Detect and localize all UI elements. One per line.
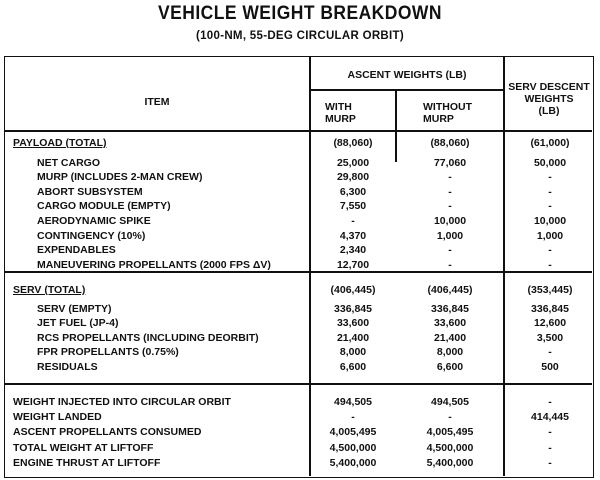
table-row [5,258,595,272]
with-murp-value: 8,000 [339,346,367,359]
table-row [5,214,595,228]
without-murp-value: 33,600 [433,317,467,330]
row-label: ASCENT PROPELLANTS CONSUMED [13,426,202,439]
weight-table [4,56,594,478]
header-bottom-rule [5,130,592,132]
table-row [5,170,595,184]
table-row [5,185,595,199]
without-murp-value: - [448,244,452,257]
document-title: VEHICLE WEIGHT BREAKDOWN [158,3,442,24]
row-label: RCS PROPELLANTS (INCLUDING DEORBIT) [37,331,259,344]
with-murp-value: 4,370 [339,229,367,242]
row-label: RESIDUALS [37,361,98,373]
serv-descent-value: 1,000 [536,229,564,242]
without-murp-value: (88,060) [430,137,470,149]
without-murp-value: 494,505 [431,396,469,408]
row-label: WEIGHT INJECTED INTO CIRCULAR ORBIT [13,396,231,408]
with-murp-value: 2,340 [339,244,367,257]
serv-descent-value: 12,600 [533,317,567,330]
serv-descent-value: - [548,441,552,454]
without-murp-value: 21,400 [433,331,467,344]
serv-descent-value: 10,000 [533,215,567,227]
with-murp-value: 5,400,000 [329,456,377,469]
serv-descent-value: - [548,426,552,439]
table-row [5,331,595,345]
row-label: SERV (EMPTY) [37,302,112,315]
table-row [5,456,595,470]
serv-descent-value: (353,445) [527,284,573,296]
table-row [5,410,595,424]
without-murp-value: - [448,200,452,213]
row-label: MANEUVERING PROPELLANTS (2000 FPS ΔV) [37,258,271,271]
without-murp-value: 5,400,000 [426,456,474,469]
table-row [5,302,595,316]
row-label: NET CARGO [37,156,100,169]
serv-descent-value: 336,845 [531,302,569,315]
row-label: FPR PROPELLANTS (0.75%) [37,346,179,359]
with-murp-value: 12,700 [336,258,370,271]
table-row [5,243,595,257]
with-murp-value: 4,500,000 [329,441,377,454]
serv-descent-value: 3,500 [536,331,564,344]
serv-descent-value: - [548,244,552,257]
without-murp-value: 336,845 [431,302,469,315]
with-murp-value: 336,845 [334,302,372,315]
row-label: ENGINE THRUST AT LIFTOFF [13,456,161,469]
serv-descent-value: - [548,200,552,213]
table-row [5,229,595,243]
with-murp-value: 4,005,495 [329,426,377,439]
with-murp-value: (406,445) [330,284,376,296]
without-murp-value: - [448,171,452,184]
with-murp-value: 7,550 [339,200,367,213]
ascent-header-rule [309,89,503,91]
without-murp-value: 10,000 [433,215,467,227]
row-label: CARGO MODULE (EMPTY) [37,200,171,213]
table-row [5,199,595,213]
serv-descent-value: (61,000) [530,137,570,149]
with-murp-value: 6,600 [339,361,367,373]
with-murp-value: 6,300 [339,185,367,198]
table-row [5,441,595,455]
without-murp-value: (406,445) [427,284,473,296]
header-without-murp: WITHOUT MURP [423,101,472,125]
with-murp-value: 25,000 [336,156,370,169]
row-label: WEIGHT LANDED [13,411,102,424]
table-row [5,156,595,170]
without-murp-value: 8,000 [436,346,464,359]
row-label: TOTAL WEIGHT AT LIFTOFF [13,441,154,454]
with-murp-value: 33,600 [336,317,370,330]
row-label: AERODYNAMIC SPIKE [37,215,151,227]
table-row [5,425,595,439]
serv-descent-value: - [548,396,552,408]
with-murp-value: - [351,411,355,424]
without-murp-value: 77,060 [433,156,467,169]
table-row [5,360,595,374]
serv-descent-value: 50,000 [533,156,567,169]
without-murp-value: - [448,185,452,198]
row-label: JET FUEL (JP-4) [37,317,119,330]
with-murp-value: 29,800 [336,171,370,184]
row-label: CONTINGENCY (10%) [37,229,146,242]
without-murp-value: 4,500,000 [426,441,474,454]
serv-descent-value: - [548,456,552,469]
with-murp-value: (88,060) [333,137,373,149]
serv-descent-value: 500 [541,361,559,373]
header-ascent-weights: ASCENT WEIGHTS (LB) [347,69,467,81]
without-murp-value: - [448,258,452,271]
header-serv-descent: SERV DESCENT WEIGHTS (LB) [508,81,590,117]
table-row [5,345,595,359]
row-label: PAYLOAD (TOTAL) [13,137,107,149]
serv-descent-value: - [548,185,552,198]
col-divider-murp [395,89,397,162]
with-murp-value: 21,400 [336,331,370,344]
serv-descent-value: - [548,346,552,359]
serv-descent-value: - [548,258,552,271]
without-murp-value: 1,000 [436,229,464,242]
row-label: EXPENDABLES [37,244,116,257]
row-label: SERV (TOTAL) [13,284,86,296]
without-murp-value: 6,600 [436,361,464,373]
header-with-murp: WITH MURP [325,101,356,125]
serv-descent-value: - [548,171,552,184]
table-row [5,283,595,297]
section-rule-2 [5,383,592,385]
with-murp-value: 494,505 [334,396,372,408]
table-row [5,316,595,330]
document-subtitle: (100-NM, 55-DEG CIRCULAR ORBIT) [195,30,404,42]
serv-descent-value: 414,445 [531,411,569,424]
without-murp-value: 4,005,495 [426,426,474,439]
table-row [5,395,595,409]
header-item: ITEM [144,96,170,108]
without-murp-value: - [448,411,452,424]
row-label: MURP (INCLUDES 2-MAN CREW) [37,171,203,184]
row-label: ABORT SUBSYSTEM [37,185,143,198]
table-row [5,136,595,150]
with-murp-value: - [351,215,355,227]
